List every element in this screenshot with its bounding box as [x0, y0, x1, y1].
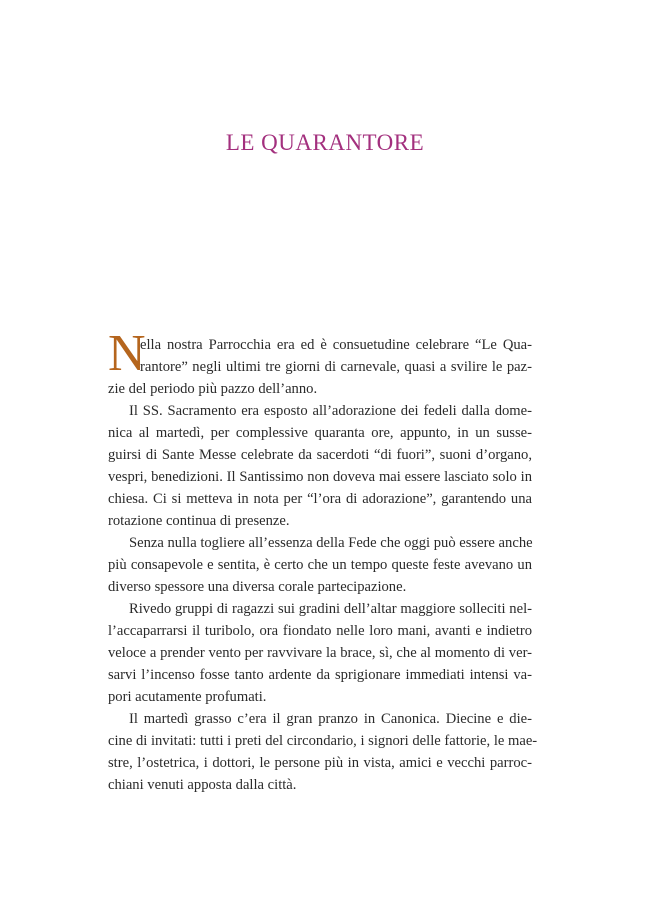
- text-line: chiani venuti apposta dalla città.: [108, 777, 297, 793]
- text-line: veloce a prender vento per ravvivare la brace, sì, che al momento di ver-: [108, 645, 532, 661]
- text-line: chiesa. Ci si metteva in nota per “l’ora di adorazione”, garantendo una: [108, 491, 532, 507]
- chapter-title: LE QUARANTORE: [225, 130, 425, 155]
- text-line: zie del periodo più pazzo dell’anno.: [108, 381, 318, 397]
- text-line: cine di invitati: tutti i preti del circondario, i signori delle fattorie, le mae-: [108, 733, 538, 749]
- paragraph-2: [108, 400, 532, 532]
- text-line: stre, l’ostetrica, i dottori, le persone più in vista, amici e vecchi parroc-: [108, 755, 532, 771]
- text-line: ella nostra Parrocchia era ed è consuetudine celebrare “Le Qua-: [140, 337, 532, 353]
- text-line: sarvi l’incenso fosse tanto ardente da sprigionare immediati intensi va-: [108, 667, 532, 683]
- text-line: rantore” negli ultimi tre giorni di carnevale, quasi a svilire le paz-: [140, 359, 532, 375]
- text-line: Il SS. Sacramento era esposto all’adorazione dei fedeli dalla dome-: [129, 403, 532, 419]
- text-line: Rivedo gruppi di ragazzi sui gradini dell’altar maggiore solleciti nel-: [129, 601, 532, 617]
- text-line: vespri, benedizioni. Il Santissimo non doveva mai essere lasciato solo in: [108, 469, 532, 485]
- paragraph-3: [108, 532, 532, 598]
- text-line: Senza nulla togliere all’essenza della Fede che oggi può essere anche: [129, 535, 533, 551]
- text-line: guirsi di Sante Messe celebrate da sacerdoti “di fuori”, suoni d’organo,: [108, 447, 532, 463]
- text-line: Il martedì grasso c’era il gran pranzo in Canonica. Diecine e die-: [129, 711, 532, 727]
- text-line: più consapevole e sentita, è certo che un tempo queste feste avevano un: [108, 557, 532, 573]
- text-line: diverso spessore una diversa corale partecipazione.: [108, 579, 407, 595]
- paragraph-5: [108, 708, 538, 796]
- text-line: nica al martedì, per complessive quaranta ore, appunto, in un susse-: [108, 425, 532, 441]
- text-line: rotazione continua di presenze.: [108, 513, 290, 529]
- text-line: pori acutamente profumati.: [108, 689, 267, 705]
- paragraph-4: [108, 598, 532, 708]
- drop-cap: N: [108, 325, 146, 382]
- paragraph-1: [108, 325, 532, 400]
- body-text: [108, 325, 538, 796]
- text-line: l’accaparrarsi il turibolo, ora fiondato nelle loro mani, avanti e indietro: [108, 623, 532, 639]
